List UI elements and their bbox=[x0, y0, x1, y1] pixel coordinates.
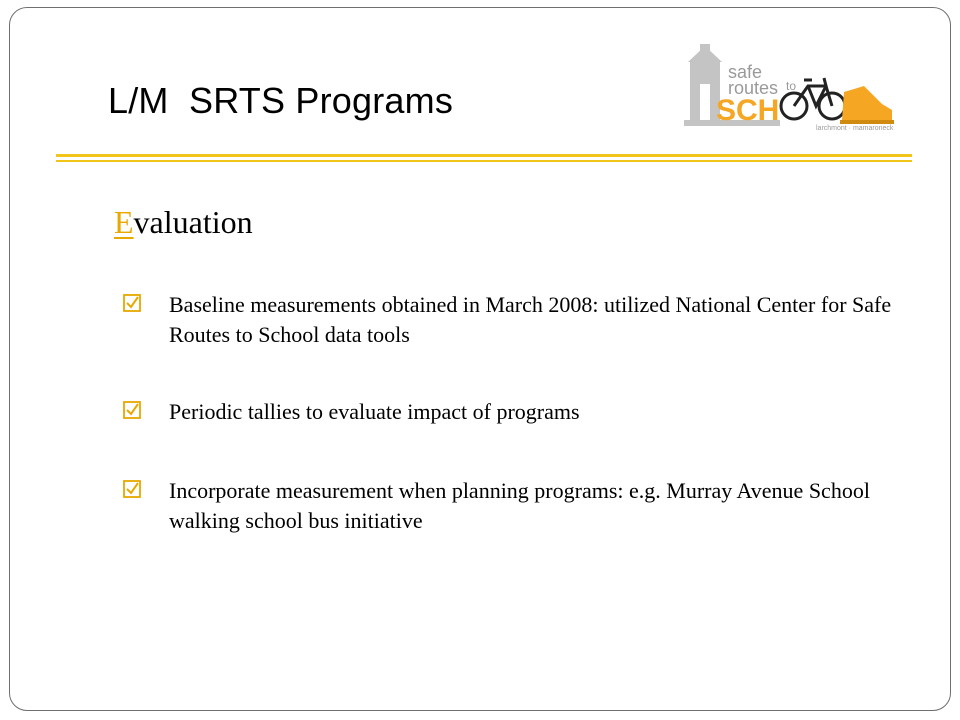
logo-tagline: larchmont · mamaroneck bbox=[816, 125, 894, 132]
logo-word-to: to bbox=[786, 79, 797, 93]
safe-routes-logo bbox=[676, 34, 900, 134]
slide-title: L/M SRTS Programs bbox=[108, 80, 454, 121]
bullet-text: Incorporate measurement when planning programs: e.g. Murray Avenue School walking school bus initiative bbox=[169, 478, 870, 533]
checkbox-icon bbox=[123, 401, 141, 419]
checkbox-icon bbox=[123, 480, 141, 498]
section-heading bbox=[114, 204, 253, 241]
logo-word-sch: SCH bbox=[716, 94, 780, 127]
sneaker-icon bbox=[840, 86, 894, 124]
title-underline-top bbox=[56, 154, 912, 157]
logo-word-safe: safe bbox=[728, 62, 763, 82]
title-underline-bottom bbox=[56, 160, 912, 162]
logo-word-routes: routes bbox=[728, 78, 779, 98]
bullet-text: Baseline measurements obtained in March 2008: utilized National Center for Safe Routes to School data tools bbox=[169, 292, 892, 347]
bullet-text: Periodic tallies to evaluate impact of programs bbox=[169, 399, 580, 424]
checkbox-icon bbox=[123, 294, 141, 312]
heading-rest: valuation bbox=[133, 204, 253, 240]
heading-first-letter: E bbox=[114, 204, 134, 240]
